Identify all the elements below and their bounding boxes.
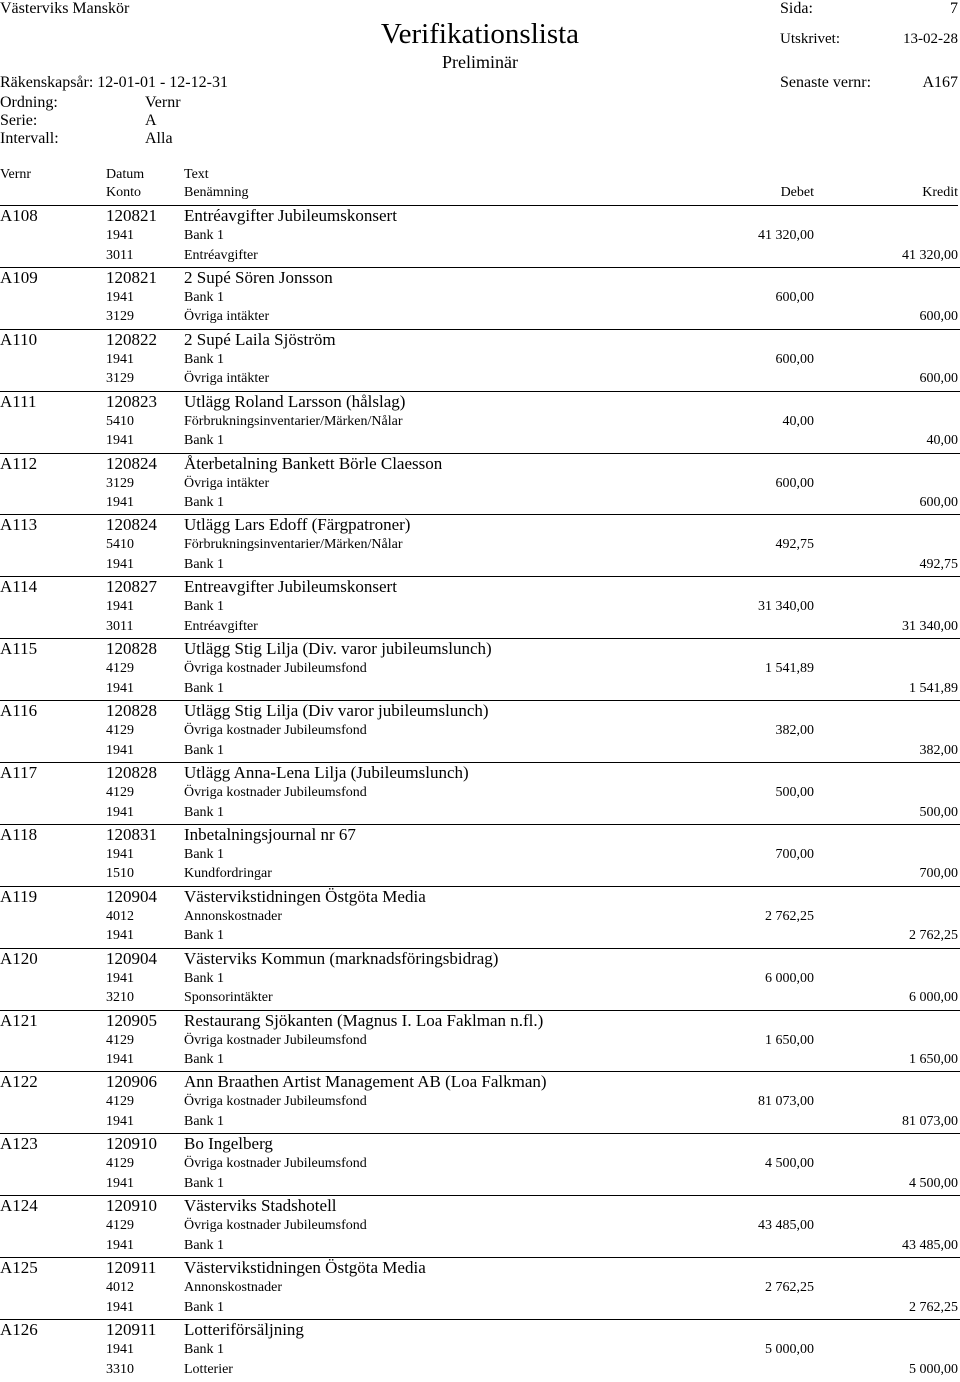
account-name: Övriga intäkter <box>184 371 270 387</box>
voucher-entry <box>0 1134 960 1196</box>
voucher-date: 120821 <box>106 206 157 225</box>
voucher-number: A112 <box>0 453 38 473</box>
account-name: Förbrukningsinventarier/Märken/Nålar <box>184 537 403 553</box>
voucher-number: A116 <box>0 701 38 721</box>
voucher-date: 120828 <box>106 763 157 783</box>
posting-line <box>0 1278 960 1297</box>
voucher-number: A111 <box>0 391 37 411</box>
kredit-amount: 4 500,00 <box>909 1175 958 1191</box>
voucher-text: Inbetalningsjournal nr 67 <box>184 824 356 844</box>
debet-amount: 600,00 <box>775 475 814 491</box>
account-number: 1941 <box>106 1113 134 1129</box>
account-number: 1941 <box>106 1052 134 1068</box>
voucher-text: Utlägg Roland Larsson (hålslag) <box>184 391 406 411</box>
order-value: Vernr <box>145 94 181 111</box>
fiscal-year: Räkenskapsår: 12-01-01 - 12-12-31 <box>0 74 228 91</box>
debet-amount: 81 073,00 <box>758 1094 814 1110</box>
posting-line <box>0 617 960 636</box>
report-title: Verifikationslista <box>380 18 580 50</box>
voucher-text: Lotteriförsäljning <box>184 1320 304 1340</box>
voucher-number: A126 <box>0 1320 38 1340</box>
account-number: 5410 <box>106 413 134 429</box>
kredit-amount: 81 073,00 <box>902 1113 958 1129</box>
posting-line <box>0 350 960 369</box>
voucher-entry <box>0 1196 960 1258</box>
account-name: Övriga kostnader Jubileumsfond <box>184 1094 367 1110</box>
voucher-text: Ann Braathen Artist Management AB (Loa Falkman) <box>184 1072 547 1092</box>
debet-amount: 700,00 <box>775 846 814 862</box>
posting-line <box>0 1112 960 1131</box>
page-number: 7 <box>950 0 958 17</box>
posting-line <box>0 1298 960 1317</box>
interval-label: Intervall: <box>0 130 59 147</box>
account-name: Bank 1 <box>184 599 225 615</box>
posting-line <box>0 721 960 740</box>
kredit-amount: 500,00 <box>919 804 958 820</box>
debet-amount: 1 541,89 <box>765 661 814 677</box>
page-label: Sida: <box>780 0 813 17</box>
voucher-number: A125 <box>0 1258 38 1278</box>
account-number: 1941 <box>106 599 134 615</box>
voucher-text: 2 Supé Laila Sjöström <box>184 329 336 349</box>
voucher-entry <box>0 763 960 825</box>
account-number: 3129 <box>106 309 134 325</box>
kredit-amount: 600,00 <box>919 495 958 511</box>
account-name: Bank 1 <box>184 556 225 572</box>
posting-line <box>0 969 960 988</box>
voucher-date: 120822 <box>106 329 157 349</box>
voucher-date: 120831 <box>106 824 157 844</box>
series-label: Serie: <box>0 112 38 129</box>
account-name: Övriga kostnader Jubileumsfond <box>184 1218 367 1234</box>
debet-amount: 6 000,00 <box>765 970 814 986</box>
account-name: Kundfordringar <box>184 866 272 882</box>
debet-amount: 40,00 <box>782 413 814 429</box>
account-name: Lotterier <box>184 1361 233 1377</box>
account-name: Annonskostnader <box>184 1280 282 1296</box>
account-name: Bank 1 <box>184 495 225 511</box>
posting-line <box>0 659 960 678</box>
account-name: Entréavgifter <box>184 618 258 634</box>
printed-date: 13-02-28 <box>903 31 958 47</box>
company-name: Västerviks Manskör <box>0 0 130 17</box>
voucher-text: Utlägg Anna-Lena Lilja (Jubileumslunch) <box>184 763 469 783</box>
voucher-text: Restaurang Sjökanten (Magnus I. Loa Faklman n.fl.) <box>184 1010 544 1030</box>
account-name: Bank 1 <box>184 1299 225 1315</box>
posting-line <box>0 412 960 431</box>
account-name: Förbrukningsinventarier/Märken/Nålar <box>184 413 403 429</box>
account-number: 5410 <box>106 537 134 553</box>
voucher-date: 120904 <box>106 948 157 968</box>
posting-line <box>0 783 960 802</box>
voucher-entry <box>0 330 960 392</box>
account-number: 3210 <box>106 990 134 1006</box>
voucher-number: A118 <box>0 824 38 844</box>
voucher-date: 120904 <box>106 886 157 906</box>
kredit-amount: 41 320,00 <box>902 247 958 263</box>
voucher-date: 120828 <box>106 701 157 721</box>
report-subtitle: Preliminär <box>442 52 518 72</box>
account-number: 1941 <box>106 742 134 758</box>
voucher-number: A119 <box>0 886 38 906</box>
account-name: Entréavgifter <box>184 247 258 263</box>
col-text: Text <box>184 167 209 182</box>
voucher-date: 120911 <box>106 1320 157 1340</box>
account-name: Bank 1 <box>184 928 225 944</box>
order-label: Ordning: <box>0 94 58 111</box>
voucher-text: Bo Ingelberg <box>184 1134 273 1154</box>
debet-amount: 500,00 <box>775 785 814 801</box>
account-number: 4012 <box>106 1280 134 1296</box>
account-number: 1941 <box>106 1299 134 1315</box>
posting-line <box>0 226 960 245</box>
col-vernr: Vernr <box>0 167 32 182</box>
kredit-amount: 700,00 <box>919 866 958 882</box>
account-name: Övriga kostnader Jubileumsfond <box>184 1156 367 1172</box>
debet-amount: 43 485,00 <box>758 1218 814 1234</box>
voucher-text: Utlägg Stig Lilja (Div. varor jubileumslunch) <box>184 639 492 659</box>
voucher-list <box>0 206 960 1382</box>
debet-amount: 31 340,00 <box>758 599 814 615</box>
account-name: Bank 1 <box>184 680 225 696</box>
account-number: 4129 <box>106 785 134 801</box>
account-name: Övriga intäkter <box>184 309 270 325</box>
voucher-entry <box>0 206 960 268</box>
posting-line <box>0 288 960 307</box>
voucher-text: Västerviks Kommun (marknadsföringsbidrag) <box>184 948 499 968</box>
col-konto: Konto <box>106 185 141 200</box>
voucher-number: A114 <box>0 577 38 597</box>
posting-line <box>0 474 960 493</box>
voucher-entry <box>0 701 960 763</box>
posting-line <box>0 988 960 1007</box>
account-name: Övriga kostnader Jubileumsfond <box>184 785 367 801</box>
posting-line <box>0 1154 960 1173</box>
account-name: Sponsorintäkter <box>184 990 273 1006</box>
account-number: 1941 <box>106 846 134 862</box>
voucher-number: A115 <box>0 639 38 659</box>
col-benamning: Benämning <box>184 185 249 200</box>
account-number: 4129 <box>106 1156 134 1172</box>
posting-line <box>0 1174 960 1193</box>
voucher-number: A110 <box>0 329 38 349</box>
voucher-entry <box>0 1320 960 1382</box>
posting-line <box>0 1360 960 1379</box>
posting-line <box>0 1340 960 1359</box>
voucher-entry <box>0 639 960 701</box>
debet-amount: 4 500,00 <box>765 1156 814 1172</box>
debet-amount: 41 320,00 <box>758 228 814 243</box>
voucher-entry <box>0 1011 960 1073</box>
account-number: 1941 <box>106 228 134 243</box>
posting-line <box>0 1236 960 1255</box>
account-name: Annonskostnader <box>184 908 282 924</box>
debet-amount: 1 650,00 <box>765 1032 814 1048</box>
kredit-amount: 492,75 <box>919 556 958 572</box>
posting-line <box>0 597 960 616</box>
posting-line <box>0 679 960 698</box>
account-number: 3011 <box>106 247 134 263</box>
voucher-date: 120823 <box>106 391 157 411</box>
account-name: Bank 1 <box>184 970 225 986</box>
debet-amount: 600,00 <box>775 351 814 367</box>
voucher-entry <box>0 577 960 639</box>
voucher-text: Entréavgifter Jubileumskonsert <box>184 206 397 225</box>
posting-line <box>0 431 960 450</box>
account-number: 3129 <box>106 475 134 491</box>
account-number: 1941 <box>106 433 134 449</box>
voucher-date: 120827 <box>106 577 157 597</box>
account-name: Bank 1 <box>184 846 225 862</box>
voucher-number: A109 <box>0 267 38 287</box>
voucher-text: Västerviks Stadshotell <box>184 1196 337 1216</box>
voucher-number: A124 <box>0 1196 38 1216</box>
account-number: 1941 <box>106 1175 134 1191</box>
printed-label: Utskrivet: <box>780 31 840 47</box>
kredit-amount: 2 762,25 <box>909 1299 958 1315</box>
account-name: Bank 1 <box>184 742 225 758</box>
last-vernr-label: Senaste vernr: <box>780 74 872 91</box>
voucher-entry <box>0 515 960 577</box>
kredit-amount: 5 000,00 <box>909 1361 958 1377</box>
account-name: Bank 1 <box>184 351 225 367</box>
account-number: 1941 <box>106 556 134 572</box>
last-vernr-value: A167 <box>922 74 958 91</box>
account-number: 1941 <box>106 351 134 367</box>
kredit-amount: 1 650,00 <box>909 1052 958 1068</box>
posting-line <box>0 246 960 265</box>
voucher-entry <box>0 825 960 887</box>
kredit-amount: 40,00 <box>926 433 958 449</box>
account-number: 1941 <box>106 928 134 944</box>
posting-line <box>0 555 960 574</box>
voucher-entry <box>0 268 960 330</box>
voucher-entry <box>0 887 960 949</box>
account-number: 4129 <box>106 661 134 677</box>
voucher-entry <box>0 1258 960 1320</box>
voucher-entry <box>0 392 960 454</box>
account-number: 4012 <box>106 908 134 924</box>
account-number: 3310 <box>106 1361 134 1377</box>
voucher-date: 120905 <box>106 1010 157 1030</box>
voucher-date: 120828 <box>106 639 157 659</box>
posting-line <box>0 845 960 864</box>
voucher-text: Utlägg Lars Edoff (Färgpatroner) <box>184 515 411 535</box>
voucher-text: Entreavgifter Jubileumskonsert <box>184 577 397 597</box>
account-number: 1941 <box>106 804 134 820</box>
posting-line <box>0 907 960 926</box>
posting-line <box>0 1092 960 1111</box>
voucher-number: A120 <box>0 948 38 968</box>
debet-amount: 492,75 <box>775 537 814 553</box>
debet-amount: 2 762,25 <box>765 1280 814 1296</box>
account-name: Bank 1 <box>184 1113 225 1129</box>
kredit-amount: 600,00 <box>919 309 958 325</box>
col-debet: Debet <box>780 185 814 200</box>
posting-line <box>0 926 960 945</box>
kredit-amount: 6 000,00 <box>909 990 958 1006</box>
voucher-date: 120824 <box>106 515 157 535</box>
account-name: Bank 1 <box>184 1175 225 1191</box>
account-name: Bank 1 <box>184 1052 225 1068</box>
debet-amount: 600,00 <box>775 289 814 305</box>
kredit-amount: 2 762,25 <box>909 928 958 944</box>
account-name: Övriga kostnader Jubileumsfond <box>184 1032 367 1048</box>
posting-line <box>0 864 960 883</box>
account-name: Bank 1 <box>184 1342 225 1358</box>
voucher-entry <box>0 949 960 1011</box>
voucher-number: A117 <box>0 763 38 783</box>
account-number: 4129 <box>106 1218 134 1234</box>
posting-line <box>0 1050 960 1069</box>
voucher-number: A108 <box>0 206 38 225</box>
voucher-number: A113 <box>0 515 38 535</box>
account-number: 1941 <box>106 289 134 305</box>
col-kredit: Kredit <box>922 185 958 200</box>
posting-line <box>0 369 960 388</box>
voucher-entry <box>0 1072 960 1134</box>
voucher-text: 2 Supé Sören Jonsson <box>184 267 333 287</box>
debet-amount: 382,00 <box>775 723 814 739</box>
account-number: 1941 <box>106 495 134 511</box>
voucher-date: 120911 <box>106 1258 157 1278</box>
debet-amount: 5 000,00 <box>765 1342 814 1358</box>
voucher-number: A121 <box>0 1010 38 1030</box>
posting-line <box>0 1031 960 1050</box>
posting-line <box>0 741 960 760</box>
posting-line <box>0 493 960 512</box>
voucher-text: Västervikstidningen Östgöta Media <box>184 1258 426 1278</box>
kredit-amount: 31 340,00 <box>902 618 958 634</box>
kredit-amount: 382,00 <box>919 742 958 758</box>
debet-amount: 2 762,25 <box>765 908 814 924</box>
interval-value: Alla <box>145 130 173 147</box>
voucher-date: 120821 <box>106 267 157 287</box>
account-number: 4129 <box>106 1094 134 1110</box>
voucher-date: 120910 <box>106 1196 157 1216</box>
account-name: Bank 1 <box>184 289 225 305</box>
account-name: Övriga kostnader Jubileumsfond <box>184 723 367 739</box>
voucher-text: Återbetalning Bankett Börle Claesson <box>184 453 443 473</box>
series-value: A <box>145 112 157 129</box>
posting-line <box>0 1216 960 1235</box>
account-name: Bank 1 <box>184 433 225 449</box>
voucher-number: A122 <box>0 1072 38 1092</box>
account-number: 1941 <box>106 680 134 696</box>
voucher-date: 120824 <box>106 453 157 473</box>
account-number: 4129 <box>106 1032 134 1048</box>
kredit-amount: 600,00 <box>919 371 958 387</box>
voucher-date: 120910 <box>106 1134 157 1154</box>
account-name: Bank 1 <box>184 228 225 243</box>
account-number: 1941 <box>106 970 134 986</box>
posting-line <box>0 803 960 822</box>
kredit-amount: 1 541,89 <box>909 680 958 696</box>
kredit-amount: 43 485,00 <box>902 1237 958 1253</box>
voucher-text: Utlägg Stig Lilja (Div varor jubileumslunch) <box>184 701 489 721</box>
account-number: 1941 <box>106 1342 134 1358</box>
voucher-entry <box>0 454 960 516</box>
posting-line <box>0 535 960 554</box>
account-number: 1941 <box>106 1237 134 1253</box>
account-name: Övriga intäkter <box>184 475 270 491</box>
account-name: Övriga kostnader Jubileumsfond <box>184 661 367 677</box>
account-number: 4129 <box>106 723 134 739</box>
voucher-text: Västervikstidningen Östgöta Media <box>184 886 426 906</box>
col-datum: Datum <box>106 167 145 182</box>
account-name: Bank 1 <box>184 1237 225 1253</box>
voucher-number: A123 <box>0 1134 38 1154</box>
account-number: 3011 <box>106 618 134 634</box>
voucher-date: 120906 <box>106 1072 157 1092</box>
posting-line <box>0 307 960 326</box>
account-name: Bank 1 <box>184 804 225 820</box>
account-number: 1510 <box>106 866 134 882</box>
account-number: 3129 <box>106 371 134 387</box>
